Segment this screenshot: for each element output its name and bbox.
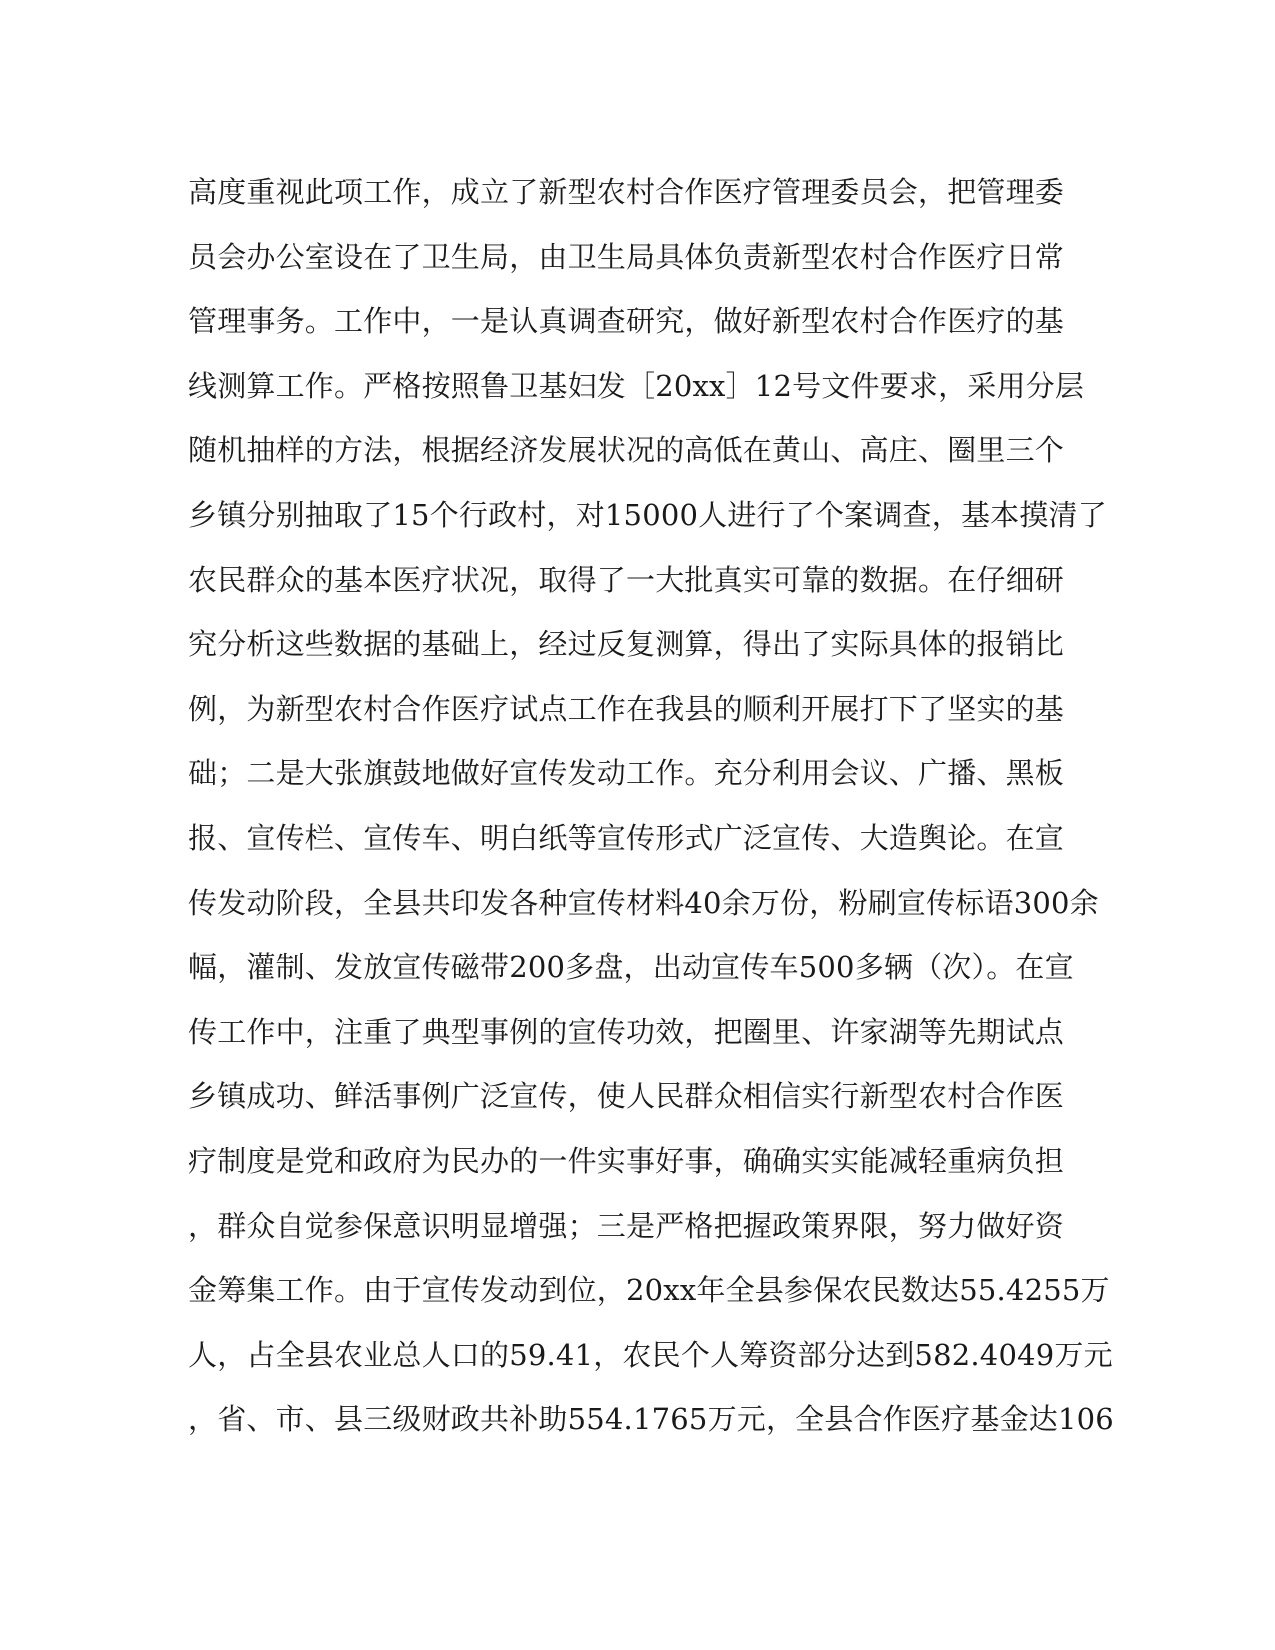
text-line: 农民群众的基本医疗状况，取得了一大批真实可靠的数据。在仔细研: [188, 562, 1065, 597]
text-line: 人，占全县农业总人口的59.41，农民个人筹资部分达到582.4049万元: [188, 1337, 1113, 1372]
text-line: 高度重视此项工作，成立了新型农村合作医疗管理委员会，把管理委: [188, 175, 1065, 209]
text-line: 础；二是大张旗鼓地做好宣传发动工作。充分利用会议、广播、黑板: [188, 756, 1065, 791]
text-line: 随机抽样的方法，根据经济发展状况的高低在黄山、高庄、圈里三个: [188, 433, 1065, 468]
text-line: 传发动阶段，全县共印发各种宣传材料40余万份，粉刷宣传标语300余: [188, 885, 1099, 920]
text-line: 幅，灌制、发放宣传磁带200多盘，出动宣传车500多辆（次）。在宣: [188, 950, 1074, 985]
text-line: 线测算工作。严格按照鲁卫基妇发［20xx］12号文件要求，采用分层: [188, 368, 1085, 403]
text-line: ，省、市、县三级财政共补助554.1765万元，全县合作医疗基金达106: [188, 1402, 1114, 1437]
text-line: 管理事务。工作中，一是认真调查研究，做好新型农村合作医疗的基: [188, 304, 1065, 339]
text-line: 疗制度是党和政府为民办的一件实事好事，确确实实能减轻重病负担: [188, 1143, 1065, 1178]
text-line: 报、宣传栏、宣传车、明白纸等宣传形式广泛宣传、大造舆论。在宣: [188, 820, 1065, 855]
text-line: 金筹集工作。由于宣传发动到位，20xx年全县参保农民数达55.4255万: [188, 1273, 1110, 1308]
text-line: 例，为新型农村合作医疗试点工作在我县的顺利开展打下了坚实的基: [188, 691, 1065, 726]
body-text: [188, 160, 1114, 1452]
text-line: 乡镇成功、鲜活事例广泛宣传，使人民群众相信实行新型农村合作医: [188, 1079, 1065, 1114]
text-line: 究分析这些数据的基础上，经过反复测算，得出了实际具体的报销比: [188, 627, 1065, 662]
text-line: 员会办公室设在了卫生局，由卫生局具体负责新型农村合作医疗日常: [188, 239, 1065, 274]
text-line: ，群众自觉参保意识明显增强；三是严格把握政策界限，努力做好资: [188, 1208, 1065, 1243]
text-line: 传工作中，注重了典型事例的宣传功效，把圈里、许家湖等先期试点: [188, 1014, 1065, 1049]
text-line: 乡镇分别抽取了15个行政村，对15000人进行了个案调查，基本摸清了: [188, 497, 1107, 532]
